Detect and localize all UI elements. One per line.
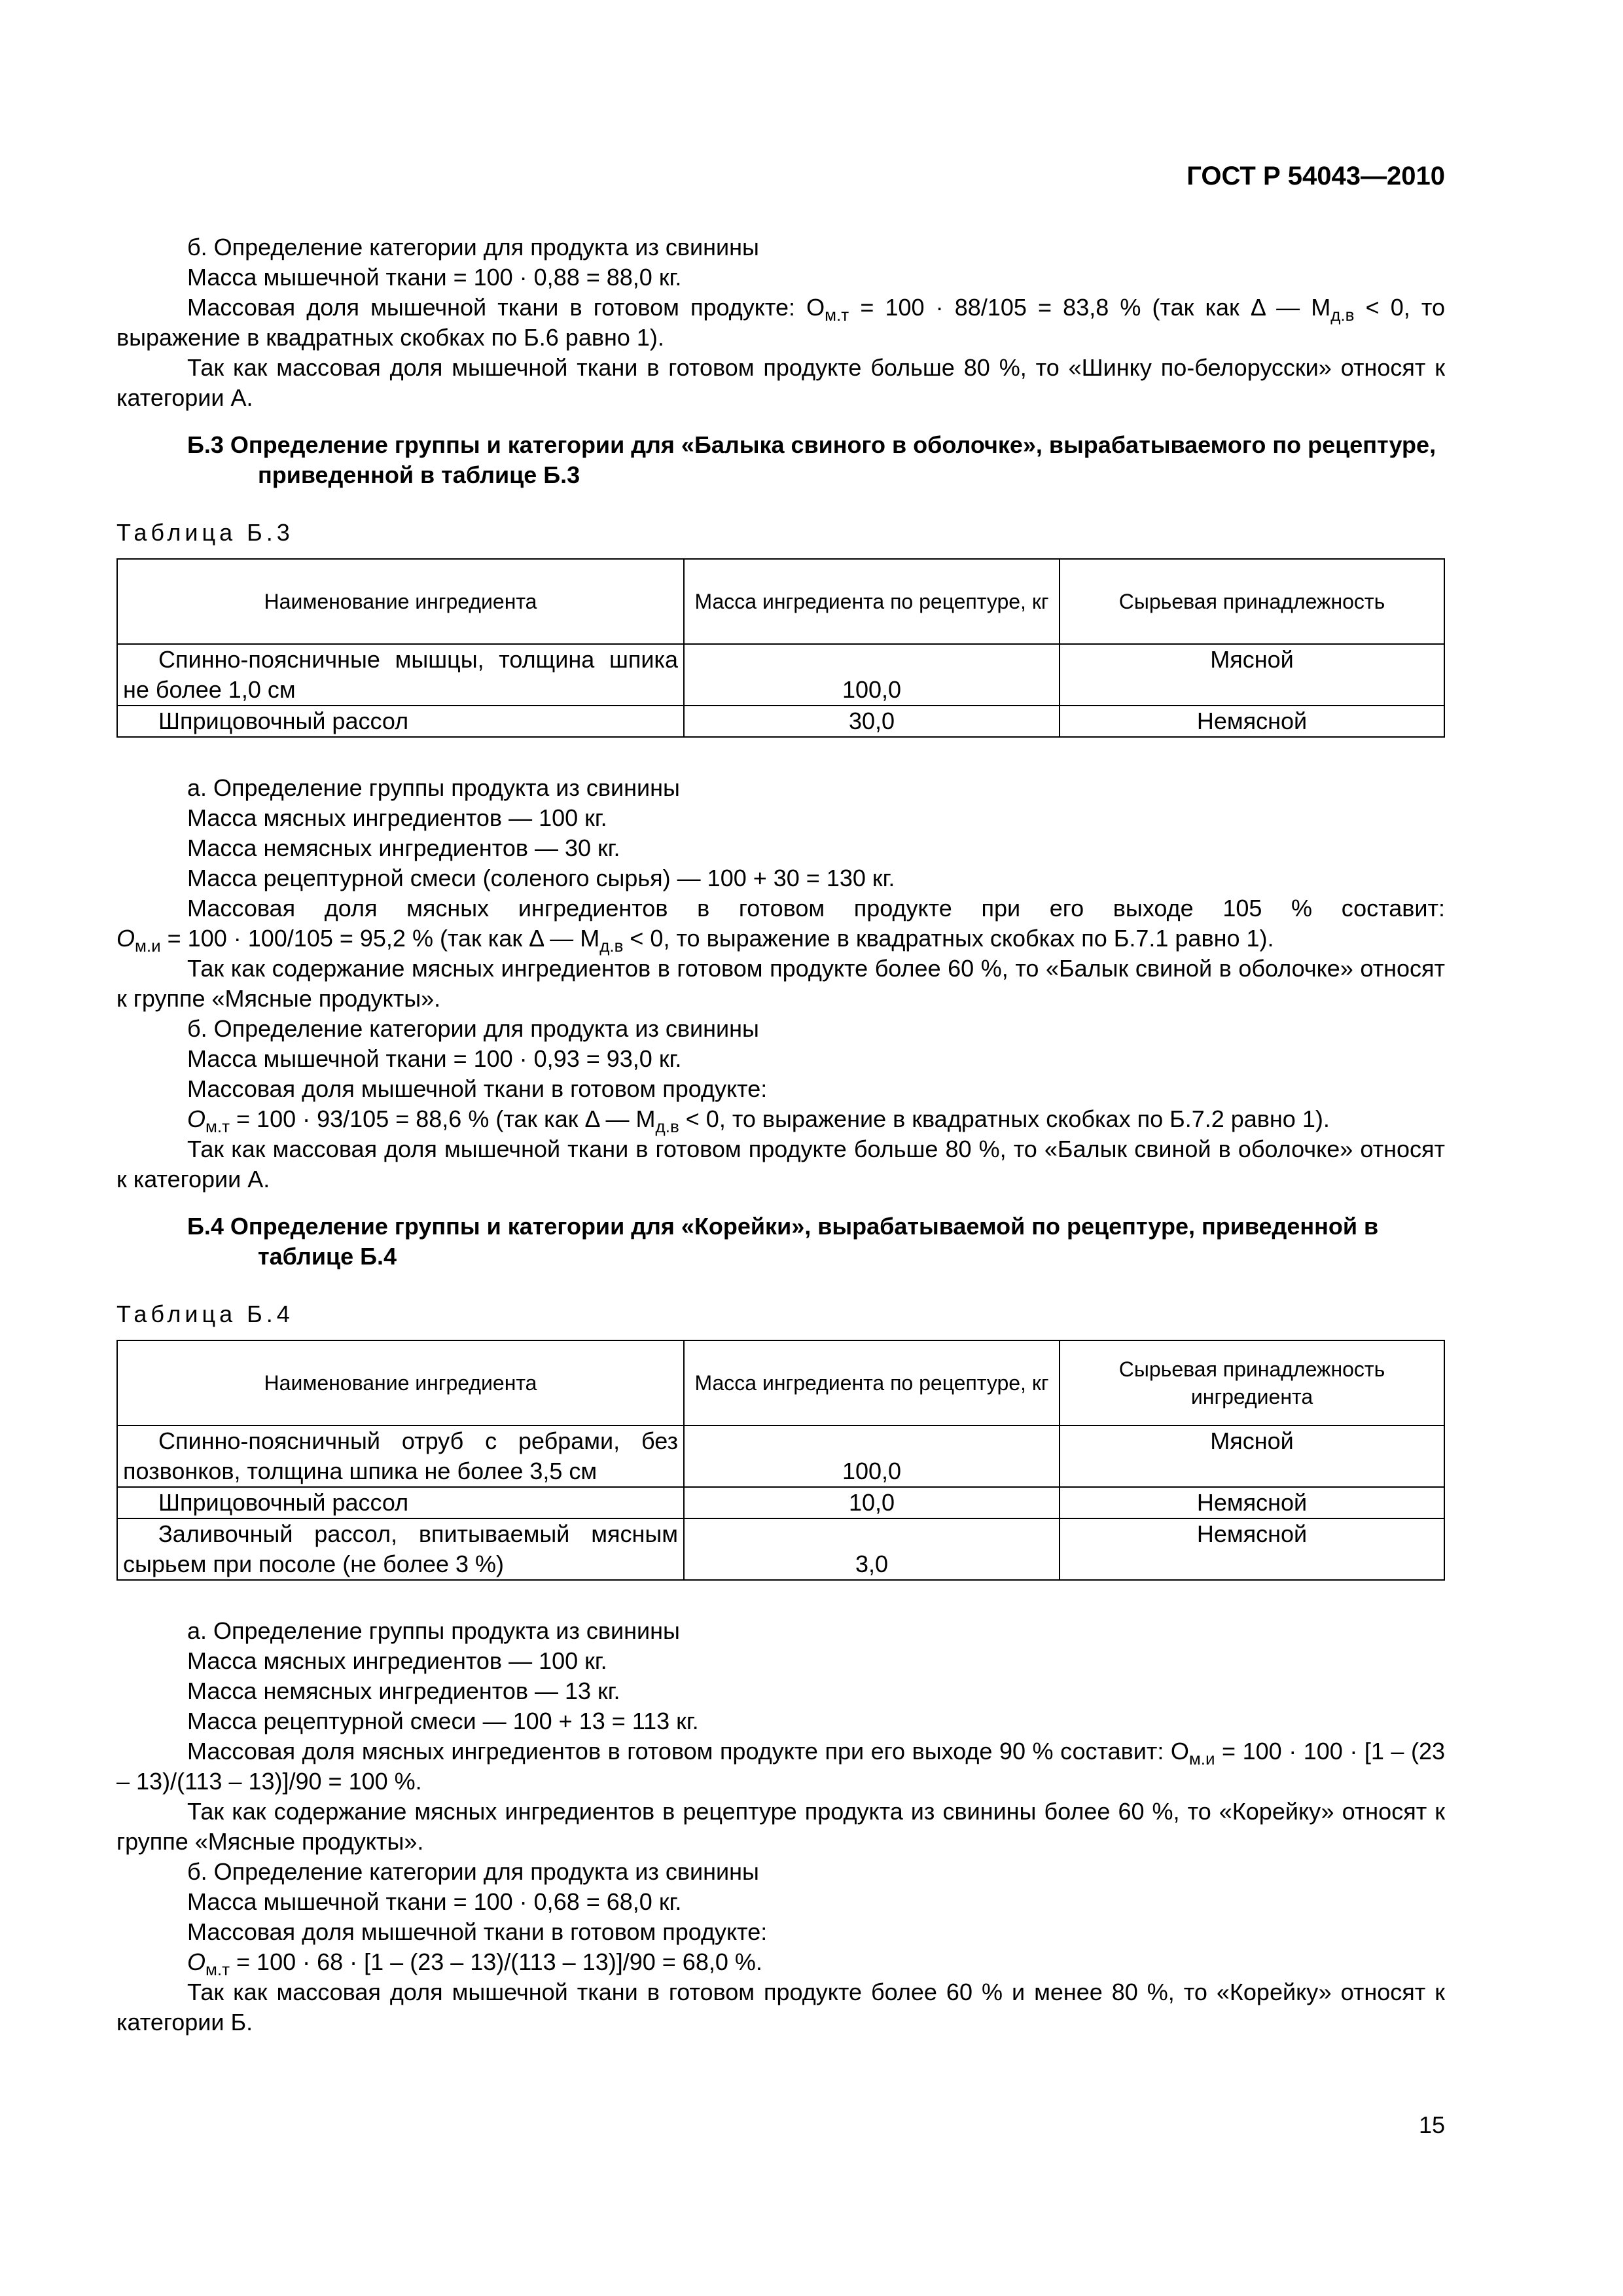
table-row	[117, 644, 1444, 706]
table-header-cell: Сырьевая принадлежность ингредиента	[1060, 1340, 1444, 1426]
table-b3	[116, 558, 1445, 738]
text-run: = 100 · 100/105 = 95,2 % (так как Δ — М	[160, 925, 600, 952]
page-number: 15	[1418, 2111, 1445, 2138]
subscript: м.и	[1188, 1749, 1215, 1768]
table-cell: 3,0	[684, 1518, 1060, 1580]
table-cell: Заливочный рассол, впитываемый мясным сырьем при посоле (не более 3 %)	[117, 1518, 684, 1580]
paragraph: Масса мясных ингредиентов — 100 кг.	[187, 1647, 607, 1674]
text-run: Массовая доля мясных ингредиентов в готовом продукте при его выходе 90 % составит: О	[187, 1738, 1189, 1765]
formula-symbol: О	[187, 1105, 206, 1132]
table-header-row	[117, 1340, 1444, 1426]
paragraph: Масса немясных ингредиентов — 30 кг.	[187, 834, 620, 861]
table-header-cell: Наименование ингредиента	[117, 1340, 684, 1426]
formula-symbol: О	[187, 1948, 206, 1975]
page-content	[116, 232, 1445, 2037]
text-run: = 100 · 88/105 = 83,8 % (так как Δ — М	[849, 294, 1331, 321]
paragraph: Массовая доля мясных ингредиентов в готовом продукте при его выходе 105 % составит:	[187, 895, 1445, 922]
table-header-cell: Наименование ингредиента	[117, 559, 684, 644]
formula-symbol: О	[116, 925, 135, 952]
paragraph: Масса рецептурной смеси (соленого сырья) — 100 + 30 = 130 кг.	[187, 865, 895, 891]
table-header-cell: Масса ингредиента по рецептуре, кг	[684, 559, 1060, 644]
text-run: = 100 · 93/105 = 88,6 % (так как Δ — М	[230, 1105, 656, 1132]
paragraph: а. Определение группы продукта из свинины	[187, 1617, 680, 1644]
text-run: < 0, то выражение в квадратных скобках по Б.7.1 равно 1).	[623, 925, 1274, 952]
text-run: = 100 · 100 · [1 – (23 – 13)/(113 – 13)]/90 = 100 %.	[116, 1738, 1445, 1795]
subscript: м.т	[205, 1117, 230, 1136]
paragraph: Масса мясных ингредиентов — 100 кг.	[187, 804, 607, 831]
table-b4	[116, 1340, 1445, 1581]
table-cell: Мясной	[1060, 1426, 1444, 1487]
table-cell: Немясной	[1060, 1487, 1444, 1518]
paragraph: Так как массовая доля мышечной ткани в готовом продукте больше 80 %, то «Шинку по-белорусски» относят к категории А.	[116, 354, 1445, 411]
paragraph: Масса немясных ингредиентов — 13 кг.	[187, 1677, 620, 1704]
paragraph	[116, 293, 1445, 353]
table-cell: Спинно-поясничные мышцы, толщина шпика не более 1,0 см	[117, 644, 684, 706]
section-heading-b4: Б.4 Определение группы и категории для «Корейки», вырабатываемой по рецептуре, приведенной в таблице Б.4	[187, 1213, 1379, 1270]
paragraph: Масса мышечной ткани = 100 · 0,68 = 68,0 кг.	[187, 1888, 682, 1915]
document-header: ГОСТ Р 54043—2010	[1186, 162, 1445, 190]
subscript: д.в	[655, 1117, 679, 1136]
table-header-cell: Масса ингредиента по рецептуре, кг	[684, 1340, 1060, 1426]
text-run: < 0, то выражение в квадратных скобках по Б.6 равно 1).	[116, 294, 1445, 351]
paragraph	[116, 1947, 1445, 1977]
paragraph: Так как массовая доля мышечной ткани в готовом продукте больше 80 %, то «Балык свиной в оболочке» относят к категории А.	[116, 1136, 1445, 1193]
paragraph: Так как содержание мясных ингредиентов в готовом продукте более 60 %, то «Балык свиной в оболочке» относят к группе «Мясные продукты».	[116, 955, 1445, 1012]
table-row	[117, 706, 1444, 737]
table-header-cell: Сырьевая принадлежность	[1060, 559, 1444, 644]
table-row	[117, 1487, 1444, 1518]
paragraph: Масса мышечной ткани = 100 · 0,93 = 93,0 кг.	[187, 1045, 682, 1072]
subscript: д.в	[1330, 305, 1355, 325]
paragraph: Массовая доля мышечной ткани в готовом продукте:	[187, 1075, 768, 1102]
paragraph: б. Определение категории для продукта из свинины	[187, 1015, 759, 1042]
table-cell: 100,0	[684, 1426, 1060, 1487]
table-cell: Шприцовочный рассол	[117, 1487, 684, 1518]
table-cell: Мясной	[1060, 644, 1444, 706]
subscript: м.т	[825, 305, 849, 325]
paragraph	[116, 1736, 1445, 1797]
paragraph: Масса мышечной ткани = 100 · 0,88 = 88,0 кг.	[187, 264, 682, 291]
table-cell: Спинно-поясничный отруб с ребрами, без позвонков, толщина шпика не более 3,5 см	[117, 1426, 684, 1487]
text-run: < 0, то выражение в квадратных скобках по Б.7.2 равно 1).	[679, 1105, 1330, 1132]
table-cell: Шприцовочный рассол	[117, 706, 684, 737]
paragraph: а. Определение группы продукта из свинины	[187, 774, 680, 801]
table-header-row	[117, 559, 1444, 644]
text-run: = 100 · 68 · [1 – (23 – 13)/(113 – 13)]/90 = 68,0 %.	[230, 1948, 762, 1975]
paragraph: Так как массовая доля мышечной ткани в готовом продукте более 60 % и менее 80 %, то «Корейку» относят к категории Б.	[116, 1979, 1445, 2036]
subscript: м.и	[135, 936, 161, 956]
paragraph: Масса рецептурной смеси — 100 + 13 = 113 кг.	[187, 1708, 699, 1734]
table-caption-b3: Таблица Б.3	[116, 519, 294, 546]
table-caption-b4: Таблица Б.4	[116, 1300, 294, 1327]
table-cell: 30,0	[684, 706, 1060, 737]
paragraph: Так как содержание мясных ингредиентов в рецептуре продукта из свинины более 60 %, то «Корейку» относят к группе «Мясные продукты».	[116, 1798, 1445, 1855]
paragraph	[116, 1104, 1445, 1134]
paragraph	[116, 924, 1445, 954]
text-run: Массовая доля мышечной ткани в готовом продукте: О	[187, 294, 825, 321]
subscript: м.т	[205, 1960, 230, 1979]
paragraph: б. Определение категории для продукта из свинины	[187, 234, 759, 260]
section-heading-b3: Б.3 Определение группы и категории для «Балыка свиного в оболочке», вырабатываемого по рецептуре, приведенной в таблице Б.3	[187, 431, 1436, 488]
table-cell: Немясной	[1060, 706, 1444, 737]
table-cell: Немясной	[1060, 1518, 1444, 1580]
table-cell: 100,0	[684, 644, 1060, 706]
table-row	[117, 1518, 1444, 1580]
table-row	[117, 1426, 1444, 1487]
table-cell: 10,0	[684, 1487, 1060, 1518]
paragraph: Массовая доля мышечной ткани в готовом продукте:	[187, 1918, 768, 1945]
subscript: д.в	[599, 936, 624, 956]
paragraph: б. Определение категории для продукта из свинины	[187, 1858, 759, 1885]
